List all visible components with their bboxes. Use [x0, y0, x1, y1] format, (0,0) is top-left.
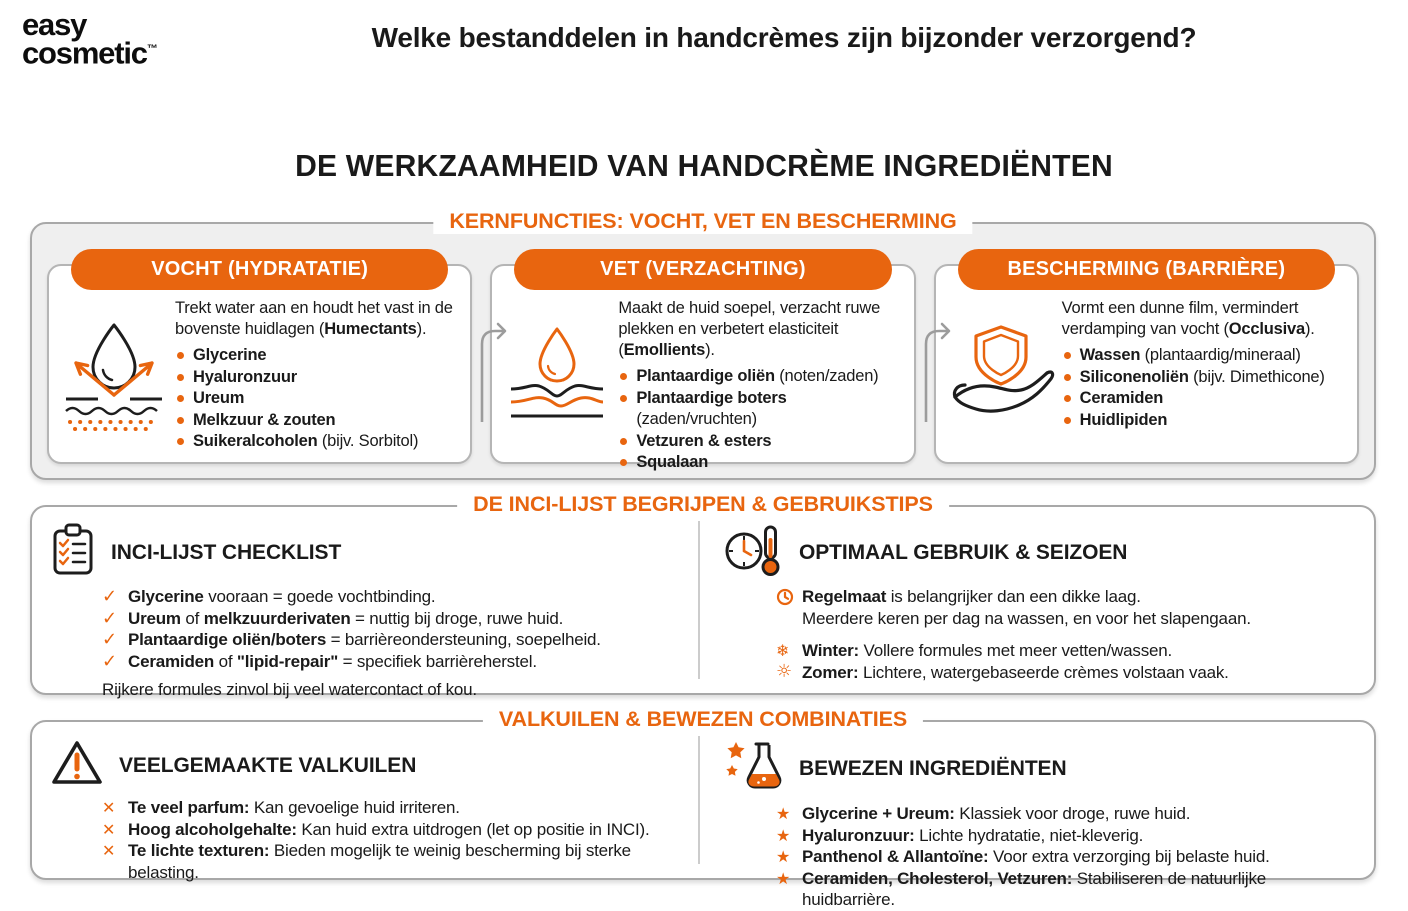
clock-icon: [776, 586, 802, 629]
zomer-item: ☼ Zomer: Lichtere, watergebaseerde crèmes volstaan vaak.: [776, 660, 1229, 682]
card-bescherming: [934, 258, 1359, 464]
star-icon: ★: [776, 825, 791, 845]
sun-icon: ☼: [776, 660, 792, 682]
section-inci: [30, 492, 1376, 699]
bullet-dot-icon: [1064, 352, 1071, 359]
inci-checklist-note: Rijkere formules zinvol bij veel watercontact of kou.: [102, 680, 477, 699]
card-vocht: [47, 258, 472, 464]
bullet-item: Plantaardige boters (zaden/vruchten): [618, 388, 909, 431]
proven-items: [724, 803, 1354, 911]
warning-triangle-icon: [50, 738, 104, 793]
bullet-dot-icon: [1064, 395, 1071, 402]
bullet-item: Glycerine: [175, 345, 466, 367]
main-title: DE WERKZAAMHEID VAN HANDCRÈME INGREDIËNTEN: [295, 148, 1113, 183]
cross-icon: ✕: [102, 819, 116, 839]
usage-heading: OPTIMAAL GEBRUIK & SEIZOEN: [799, 540, 1128, 564]
pitfalls-heading: VEELGEMAAKTE VALKUILEN: [119, 753, 417, 777]
snowflake-icon: ❄: [776, 641, 790, 660]
curved-right-arrow-icon: [470, 314, 514, 422]
pitfalls-items: [50, 797, 680, 883]
bullet-dot-icon: [620, 395, 627, 402]
card-vet-intro: Maakt de huid soepel, verzacht ruwe plekken en verbetert elasticiteit (Emollients).: [618, 299, 881, 359]
proven-item: ★ Hyaluronzuur: Lichte hydratatie, niet-kleverig.: [776, 825, 1144, 845]
bullet-item: Ceramiden: [1062, 388, 1353, 410]
section-kernfuncties-title: KERNFUNCTIES: VOCHT, VET EN BESCHERMING: [433, 209, 972, 234]
inci-checklist-heading: INCI-LIJST CHECKLIST: [111, 540, 342, 564]
usage-panel: [700, 507, 1374, 693]
curved-right-arrow-icon: [914, 314, 958, 422]
inci-checklist-panel: [32, 507, 700, 699]
checklist-item: ✓ Glycerine vooraan = goede vochtbinding.: [102, 586, 436, 607]
proven-heading: BEWEZEN INGREDIËNTEN: [799, 756, 1067, 780]
check-icon: ✓: [102, 607, 117, 629]
brand-logo-line1: easy: [22, 7, 87, 42]
star-icon: ★: [776, 804, 791, 823]
season-tips: [776, 640, 1354, 683]
cross-icon: ✕: [102, 798, 116, 817]
card-bescherming-header: BESCHERMING (BARRIÈRE): [958, 249, 1335, 290]
inci-checklist-items: [50, 586, 680, 672]
check-icon: ✓: [102, 629, 117, 650]
card-bescherming-bullets: [1062, 345, 1353, 431]
bullet-dot-icon: [620, 438, 627, 445]
card-row: [32, 224, 1374, 471]
bullet-dot-icon: [620, 373, 627, 380]
bullet-item: Squalaan: [618, 452, 909, 474]
card-vocht-header: VOCHT (HYDRATATIE): [71, 249, 448, 290]
checklist-item: ✓ Ureum of melkzuurderivaten = nuttig bij droge, ruwe huid.: [102, 607, 564, 629]
check-icon: ✓: [102, 586, 117, 607]
card-bescherming-intro: Vormt een dunne film, vermindert verdamping van vocht (Occlusiva).: [1061, 299, 1315, 338]
cross-icon: ✕: [102, 841, 116, 860]
card-vocht-bullets: [175, 345, 466, 453]
bullet-item: Huidlipiden: [1062, 410, 1353, 432]
section-inci-title: DE INCI-LIJST BEGRIJPEN & GEBRUIKSTIPS: [457, 492, 949, 517]
regelmaat-line2: Meerdere keren per dag na wassen, en voor het slapengaan.: [802, 608, 1251, 628]
bullet-item: Hyaluronzuur: [175, 367, 466, 389]
brand-logo: [22, 7, 158, 71]
bullet-dot-icon: [620, 459, 627, 466]
card-vet-bullets: [618, 366, 909, 474]
bullet-item: Ureum: [175, 388, 466, 410]
section-valkuilen-title: VALKUILEN & BEWEZEN COMBINATIES: [483, 707, 923, 732]
clipboard-checklist-icon: [50, 523, 96, 582]
check-icon: ✓: [102, 650, 117, 672]
bullet-item: Wassen (plantaardig/mineraal): [1062, 345, 1353, 367]
bullet-dot-icon: [1064, 417, 1071, 424]
proven-item: ★ Ceramiden, Cholesterol, Vetzuren: Stabiliseren de natuurlijke huidbarrière.: [776, 868, 1266, 909]
checklist-item: ✓ Ceramiden of "lipid-repair" = specifiek barrièreherstel.: [102, 650, 537, 672]
star-icon: ★: [776, 868, 791, 888]
bullet-dot-icon: [177, 395, 184, 402]
bullet-dot-icon: [177, 352, 184, 359]
bullet-item: Plantaardige oliën (noten/zaden): [618, 366, 909, 388]
pitfalls-panel: [32, 722, 700, 882]
bullet-item: Suikeralcoholen (bijv. Sorbitol): [175, 431, 466, 453]
bullet-item: Siliconenoliën (bijv. Dimethicone): [1062, 367, 1353, 389]
pitfall-item: ✕ Te lichte texturen: Bieden mogelijk te weinig bescherming bij sterke belasting.: [102, 841, 631, 882]
pitfall-item: ✕ Hoog alcoholgehalte: Kan huid extra uitdrogen (let op positie in INCI).: [102, 819, 650, 839]
proven-item: ★ Glycerine + Ureum: Klassiek voor droge, ruwe huid.: [776, 804, 1191, 823]
emollient-drop-layers-icon: [496, 296, 618, 454]
bullet-dot-icon: [177, 374, 184, 381]
hydration-drop-bounce-icon: [53, 296, 175, 454]
flask-stars-icon: [724, 738, 784, 799]
page-question-title: Welke bestanddelen in handcrèmes zijn bijzonder verzorgend?: [371, 22, 1197, 53]
column-divider: [698, 521, 700, 679]
bullet-item: Melkzuur & zouten: [175, 410, 466, 432]
winter-item: ❄ Winter: Vollere formules met meer vetten/wassen.: [776, 641, 1173, 660]
section-kernfuncties: [30, 209, 1376, 480]
checklist-item: ✓ Plantaardige oliën/boters = barrièreondersteuning, soepelheid.: [102, 629, 601, 650]
star-icon: ★: [776, 847, 791, 866]
bullet-dot-icon: [177, 438, 184, 445]
card-vocht-intro: Trekt water aan en houdt het vast in de bovenste huidlagen (Humectants).: [175, 299, 453, 338]
bullet-dot-icon: [177, 417, 184, 424]
pitfall-item: ✕ Te veel parfum: Kan gevoelige huid irriteren.: [102, 798, 460, 817]
proven-item: ★ Panthenol & Allantoïne: Voor extra verzorging bij belaste huid.: [776, 847, 1270, 866]
bullet-item: Vetzuren & esters: [618, 431, 909, 453]
clock-thermometer-icon: [724, 523, 784, 582]
bullet-dot-icon: [1064, 374, 1071, 381]
brand-logo-line2: cosmetic™: [22, 35, 158, 71]
card-vet-header: VET (VERZACHTING): [514, 249, 891, 290]
trademark-symbol: ™: [146, 43, 158, 55]
regelmaat-line1: Regelmaat is belangrijker dan een dikke laag.: [802, 587, 1141, 606]
proven-panel: [700, 722, 1374, 909]
regelmaat-item: [776, 586, 1354, 629]
column-divider: [698, 736, 700, 864]
usage-items: [724, 586, 1354, 683]
card-vet: [490, 258, 915, 471]
section-valkuilen: [30, 707, 1376, 909]
